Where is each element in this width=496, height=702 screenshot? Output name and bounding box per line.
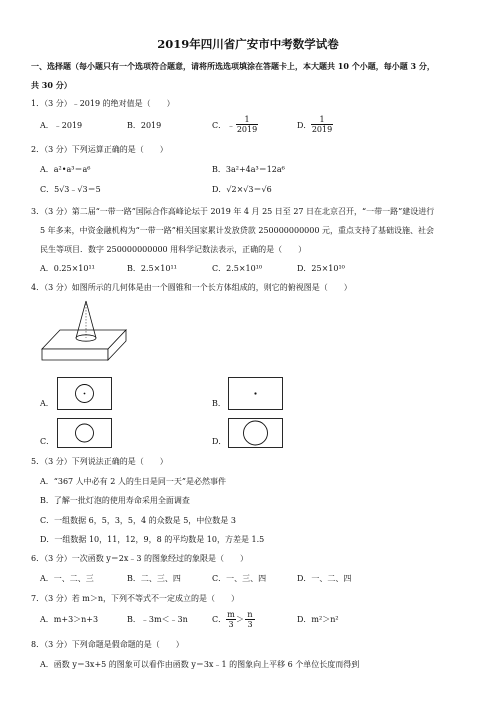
q7-option-c-fraction-m — [226, 610, 236, 629]
q1-d-numerator: 1 — [319, 115, 325, 124]
q1-option-c-fraction — [236, 115, 258, 134]
q7-c-denominator-n: 3 — [247, 620, 253, 629]
q6-option-b: B．二、三、四 — [127, 574, 181, 583]
q5-stem: 5．（3 分）下列说法正确的是（ ） — [31, 457, 168, 466]
q8-stem: 8．（3 分）下列命题是假命题的是（ ） — [31, 640, 184, 649]
q1-option-c-sign: ﹣ — [227, 121, 235, 130]
q7-option-b: B．﹣3m＜﹣3n — [127, 615, 188, 624]
q5-option-d: D．一组数据 10，11，12，9，8 的平均数是 10，方差是 1.5 — [40, 535, 265, 544]
q6-option-c: C．一、三、四 — [212, 574, 267, 583]
q2-option-a: A．a²•a³＝a⁶ — [40, 165, 91, 174]
q4-option-c-figure — [57, 418, 112, 448]
q4-option-a-figure — [57, 377, 112, 410]
q6-option-d: D．一、二、四 — [297, 574, 352, 583]
q3-option-b: B．2.5×10¹¹ — [127, 264, 177, 273]
cone-on-cuboid-figure — [40, 297, 130, 377]
q3-option-a: A．0.25×10¹¹ — [40, 264, 95, 273]
q3-option-c: C．2.5×10¹⁰ — [212, 264, 263, 273]
q1-c-numerator: 1 — [244, 115, 250, 124]
q7-c-numerator-m: m — [227, 610, 235, 619]
q4-option-c-label: C． — [40, 437, 55, 446]
q3-option-d: D．25×10¹⁰ — [297, 264, 345, 273]
q3-line2: 5 年多来，中资金融机构为“一带一路”相关国家累计发放贷款 250000000000 元，重点支持了基础设施、社会 — [40, 226, 434, 235]
q6-option-a: A．一、二、三 — [40, 574, 94, 583]
q3-line3: 民生等项目．数字 250000000000 用科学记数法表示，正确的是（ ） — [40, 245, 307, 254]
q1-d-denominator: 2019 — [311, 125, 333, 134]
q1-option-c-label: C． — [212, 121, 227, 130]
q2-option-c: C．5√3﹣√3＝5 — [40, 185, 101, 194]
page-title: 2019年四川省广安市中考数学试卷 — [157, 37, 339, 51]
q7-stem: 7．（3 分）若 m＞n，下列不等式不一定成立的是（ ） — [31, 594, 240, 603]
section-heading-line2: 共 30 分） — [31, 80, 72, 90]
q1-option-a: A．﹣2019 — [40, 121, 83, 130]
q1-stem: 1．（3 分）﹣2019 的绝对值是（ ） — [31, 99, 175, 108]
q4-option-b-figure — [228, 377, 283, 410]
q7-option-c-gt: ＞ — [236, 615, 244, 624]
q8-option-a: A．函数 y＝3x+5 的图象可以看作由函数 y＝3x﹣1 的图象向上平移 6 个单位长度而得到 — [40, 660, 360, 669]
q4-stem: 4．（3 分）如图所示的几何体是由一个圆锥和一个长方体组成的，则它的俯视图是（ ） — [31, 283, 352, 292]
q7-option-c-label: C． — [212, 615, 227, 624]
q2-stem: 2．（3 分）下列运算正确的是（ ） — [31, 145, 168, 154]
q5-option-b: B．了解一批灯泡的使用寿命采用全面调查 — [40, 496, 190, 505]
q7-c-denominator-m: 3 — [228, 620, 234, 629]
q4-option-a-label: A． — [40, 399, 54, 408]
q2-option-d: D．√2×√3＝√6 — [212, 185, 272, 194]
q4-option-d-label: D． — [212, 437, 227, 446]
q2-option-b: B．3a²+4a³＝12a⁶ — [212, 165, 285, 174]
q3-line1: 3．（3 分）第二届“一带一路”国际合作高峰论坛于 2019 年 4 月 25 日至 27 日在北京召开，“一带一路”建设进行 — [31, 207, 435, 216]
q5-option-c: C．一组数据 6，5，3，5，4 的众数是 5，中位数是 3 — [40, 516, 236, 525]
q7-option-d: D．m²＞n² — [297, 615, 339, 624]
q7-option-a: A．m+3＞n+3 — [40, 615, 99, 624]
q7-option-c-fraction-n — [245, 610, 255, 629]
q7-c-numerator-n: n — [247, 610, 253, 619]
q1-option-d-label: D． — [297, 121, 312, 130]
section-heading-line1: 一、选择题（每小题只有一个选项符合题意，请将所选选项填涂在答题卡上，本大题共 10 个小题，每小题 3 分， — [31, 61, 435, 71]
q5-option-a: A．“367 人中必有 2 人的生日是同一天”是必然事件 — [40, 477, 226, 486]
q6-stem: 6．（3 分）一次函数 y＝2x﹣3 的图象经过的象限是（ ） — [31, 554, 249, 563]
q4-option-b-label: B． — [212, 399, 226, 408]
q1-c-denominator: 2019 — [236, 125, 258, 134]
q4-option-d-figure — [228, 418, 283, 448]
q1-option-b: B．2019 — [127, 121, 162, 130]
q1-option-d-fraction — [311, 115, 333, 134]
